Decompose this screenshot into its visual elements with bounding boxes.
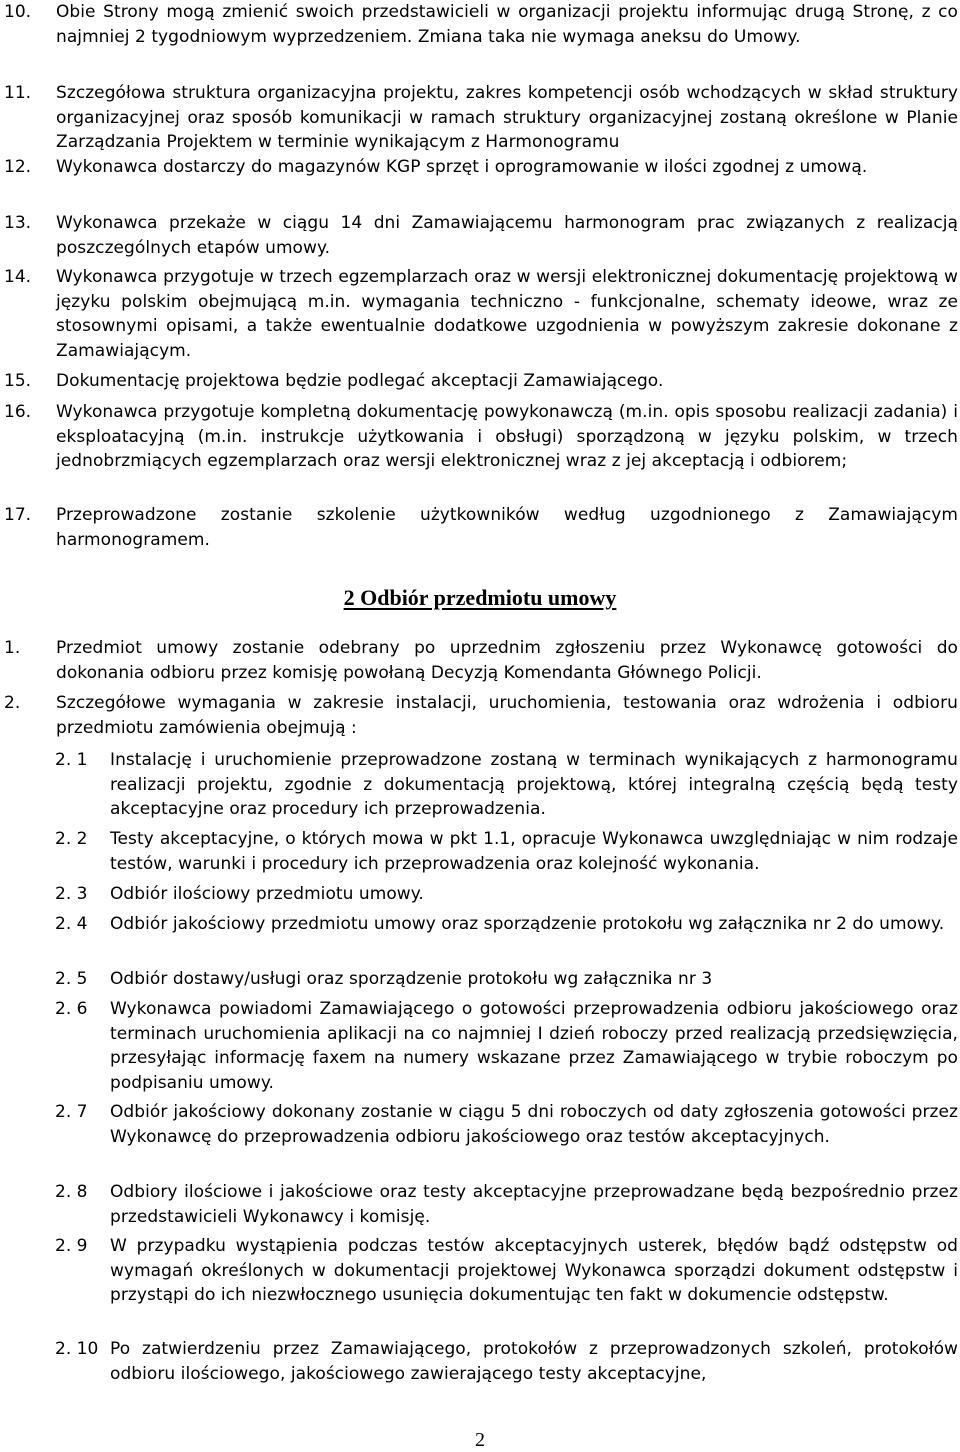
list-item-text: Wykonawca przygotuje kompletną dokumentację powykonawczą (m.in. opis sposobu realizacji zadania) i eksploatacyjną (m.in. instrukcje użytkowania i obsługi) sporządzoną w języku polskim, w trzech jednobrzmiących egzemplarzach oraz wersji elektronicznej wraz z jej akceptacją i odbiorem; (56, 402, 958, 471)
list-item-text: Szczegółowe wymagania w zakresie instalacji, uruchomienia, testowania oraz wdrożenia i odbioru przedmiotu zamówienia obejmują : (56, 693, 958, 738)
sub-item-number: 2. 6 (55, 999, 88, 1019)
sub-item-number: 2. 3 (55, 884, 88, 904)
list-item-number: 12. (4, 157, 32, 177)
section-heading: 2 Odbiór przedmiotu umowy (343, 585, 617, 610)
sub-item-text: Odbiór jakościowy dokonany zostanie w ciągu 5 dni roboczych od daty zgłoszenia gotowości przez Wykonawcę do przeprowadzenia odbioru jakościowego oraz testów akceptacyjnych. (110, 1102, 958, 1147)
list-item-number: 10. (4, 2, 32, 22)
sub-item-text: Wykonawca powiadomi Zamawiającego o gotowości przeprowadzenia odbioru jakościowego oraz terminach uruchomienia aplikacji na co najmniej I dzień roboczy przed realizacją przedsięwzięcia, przesyłając informację faxem na numery wskazane przez Zamawiającego w trybie roboczym po podpisaniu umowy. (110, 999, 958, 1093)
sub-item-text: W przypadku wystąpienia podczas testów akceptacyjnych usterek, błędów bądź odstępstw od wymagań określonych w dokumentacji projektowej Wykonawca sporządzi dokument odstępstw i przystąpi do ich niezwłocznego usunięcia dokumentując ten fakt w dokumencie odstępstw. (110, 1236, 958, 1305)
sub-item-text: Odbiór ilościowy przedmiotu umowy. (110, 884, 424, 904)
list-item-text: Szczegółowa struktura organizacyjna projektu, zakres kompetencji osób wchodzących w skład struktury organizacyjnej oraz sposób komunikacji w ramach struktury organizacyjnej zostaną określone w Planie Zarządzania Projektem w terminie wynikającym z Harmonogramu (56, 83, 958, 152)
sub-item-text: Odbiory ilościowe i jakościowe oraz testy akceptacyjne przeprowadzane będą bezpośrednio przez przedstawicieli Wykonawcy i komisję. (110, 1182, 958, 1227)
sub-item-text: Po zatwierdzeniu przez Zamawiającego, protokołów z przeprowadzonych szkoleń, protokołów odbioru ilościowego, jakościowego zawierającego testy akceptacyjne, (110, 1339, 958, 1384)
list-item-number: 15. (4, 371, 32, 391)
sub-item-number: 2. 5 (55, 969, 88, 989)
sub-item-text: Testy akceptacyjne, o których mowa w pkt 1.1, opracuje Wykonawca uwzględniając w nim rodzaje testów, warunki i procedury ich przeprowadzenia oraz kolejność wykonania. (110, 829, 958, 874)
list-item-number: 17. (4, 505, 32, 525)
sub-item-number: 2. 4 (55, 914, 88, 934)
list-item-number: 16. (4, 402, 32, 422)
list-item-number: 13. (4, 213, 32, 233)
list-item-text: Przeprowadzone zostanie szkolenie użytkowników według uzgodnionego z Zamawiającym harmonogramem. (56, 505, 958, 550)
sub-item-number: 2. 1 (55, 750, 88, 770)
list-item-text: Dokumentację projektowa będzie podlegać akceptacji Zamawiającego. (56, 371, 664, 391)
page-number: 2 (475, 1429, 485, 1451)
sub-item-text: Odbiór jakościowy przedmiotu umowy oraz sporządzenie protokołu wg załącznika nr 2 do umowy. (110, 914, 945, 934)
list-item-text: Wykonawca dostarczy do magazynów KGP sprzęt i oprogramowanie w ilości zgodnej z umową. (56, 157, 868, 177)
list-item-number: 14. (4, 267, 32, 287)
sub-item-text: Odbiór dostawy/usługi oraz sporządzenie protokołu wg załącznika nr 3 (110, 969, 713, 989)
list-item-number: 2. (4, 693, 21, 713)
list-item-text: Obie Strony mogą zmienić swoich przedstawicieli w organizacji projektu informując drugą Stronę, z co najmniej 2 tygodniowym wyprzedzeniem. Zmiana taka nie wymaga aneksu do Umowy. (56, 2, 958, 47)
sub-item-number: 2. 2 (55, 829, 88, 849)
list-item-text: Wykonawca przygotuje w trzech egzemplarzach oraz w wersji elektronicznej dokumentację projektową w języku polskim obejmującą m.in. wymagania techniczno - funkcjonalne, schematy ideowe, wraz ze stosownymi opisami, a także ewentualnie dodatkowe uzgodnienia w powyższym zakresie dokonane z Zamawiającym. (56, 267, 958, 361)
sub-item-text: Instalację i uruchomienie przeprowadzone zostaną w terminach wynikających z harmonogramu realizacji projektu, zgodnie z dokumentacją projektową, której integralną częścią będą testy akceptacyjne oraz procedury ich przeprowadzenia. (110, 750, 958, 819)
list-item-number: 11. (4, 83, 32, 103)
sub-item-number: 2. 8 (55, 1182, 88, 1202)
list-item-text: Wykonawca przekaże w ciągu 14 dni Zamawiającemu harmonogram prac związanych z realizacją poszczególnych etapów umowy. (56, 213, 958, 258)
list-item-number: 1. (4, 638, 21, 658)
list-item-text: Przedmiot umowy zostanie odebrany po uprzednim zgłoszeniu przez Wykonawcę gotowości do dokonania odbioru przez komisję powołaną Decyzją Komendanta Głównego Policji. (56, 638, 958, 683)
sub-item-number: 2. 7 (55, 1102, 88, 1122)
sub-item-number: 2. 10 (55, 1339, 99, 1359)
sub-item-number: 2. 9 (55, 1236, 88, 1256)
